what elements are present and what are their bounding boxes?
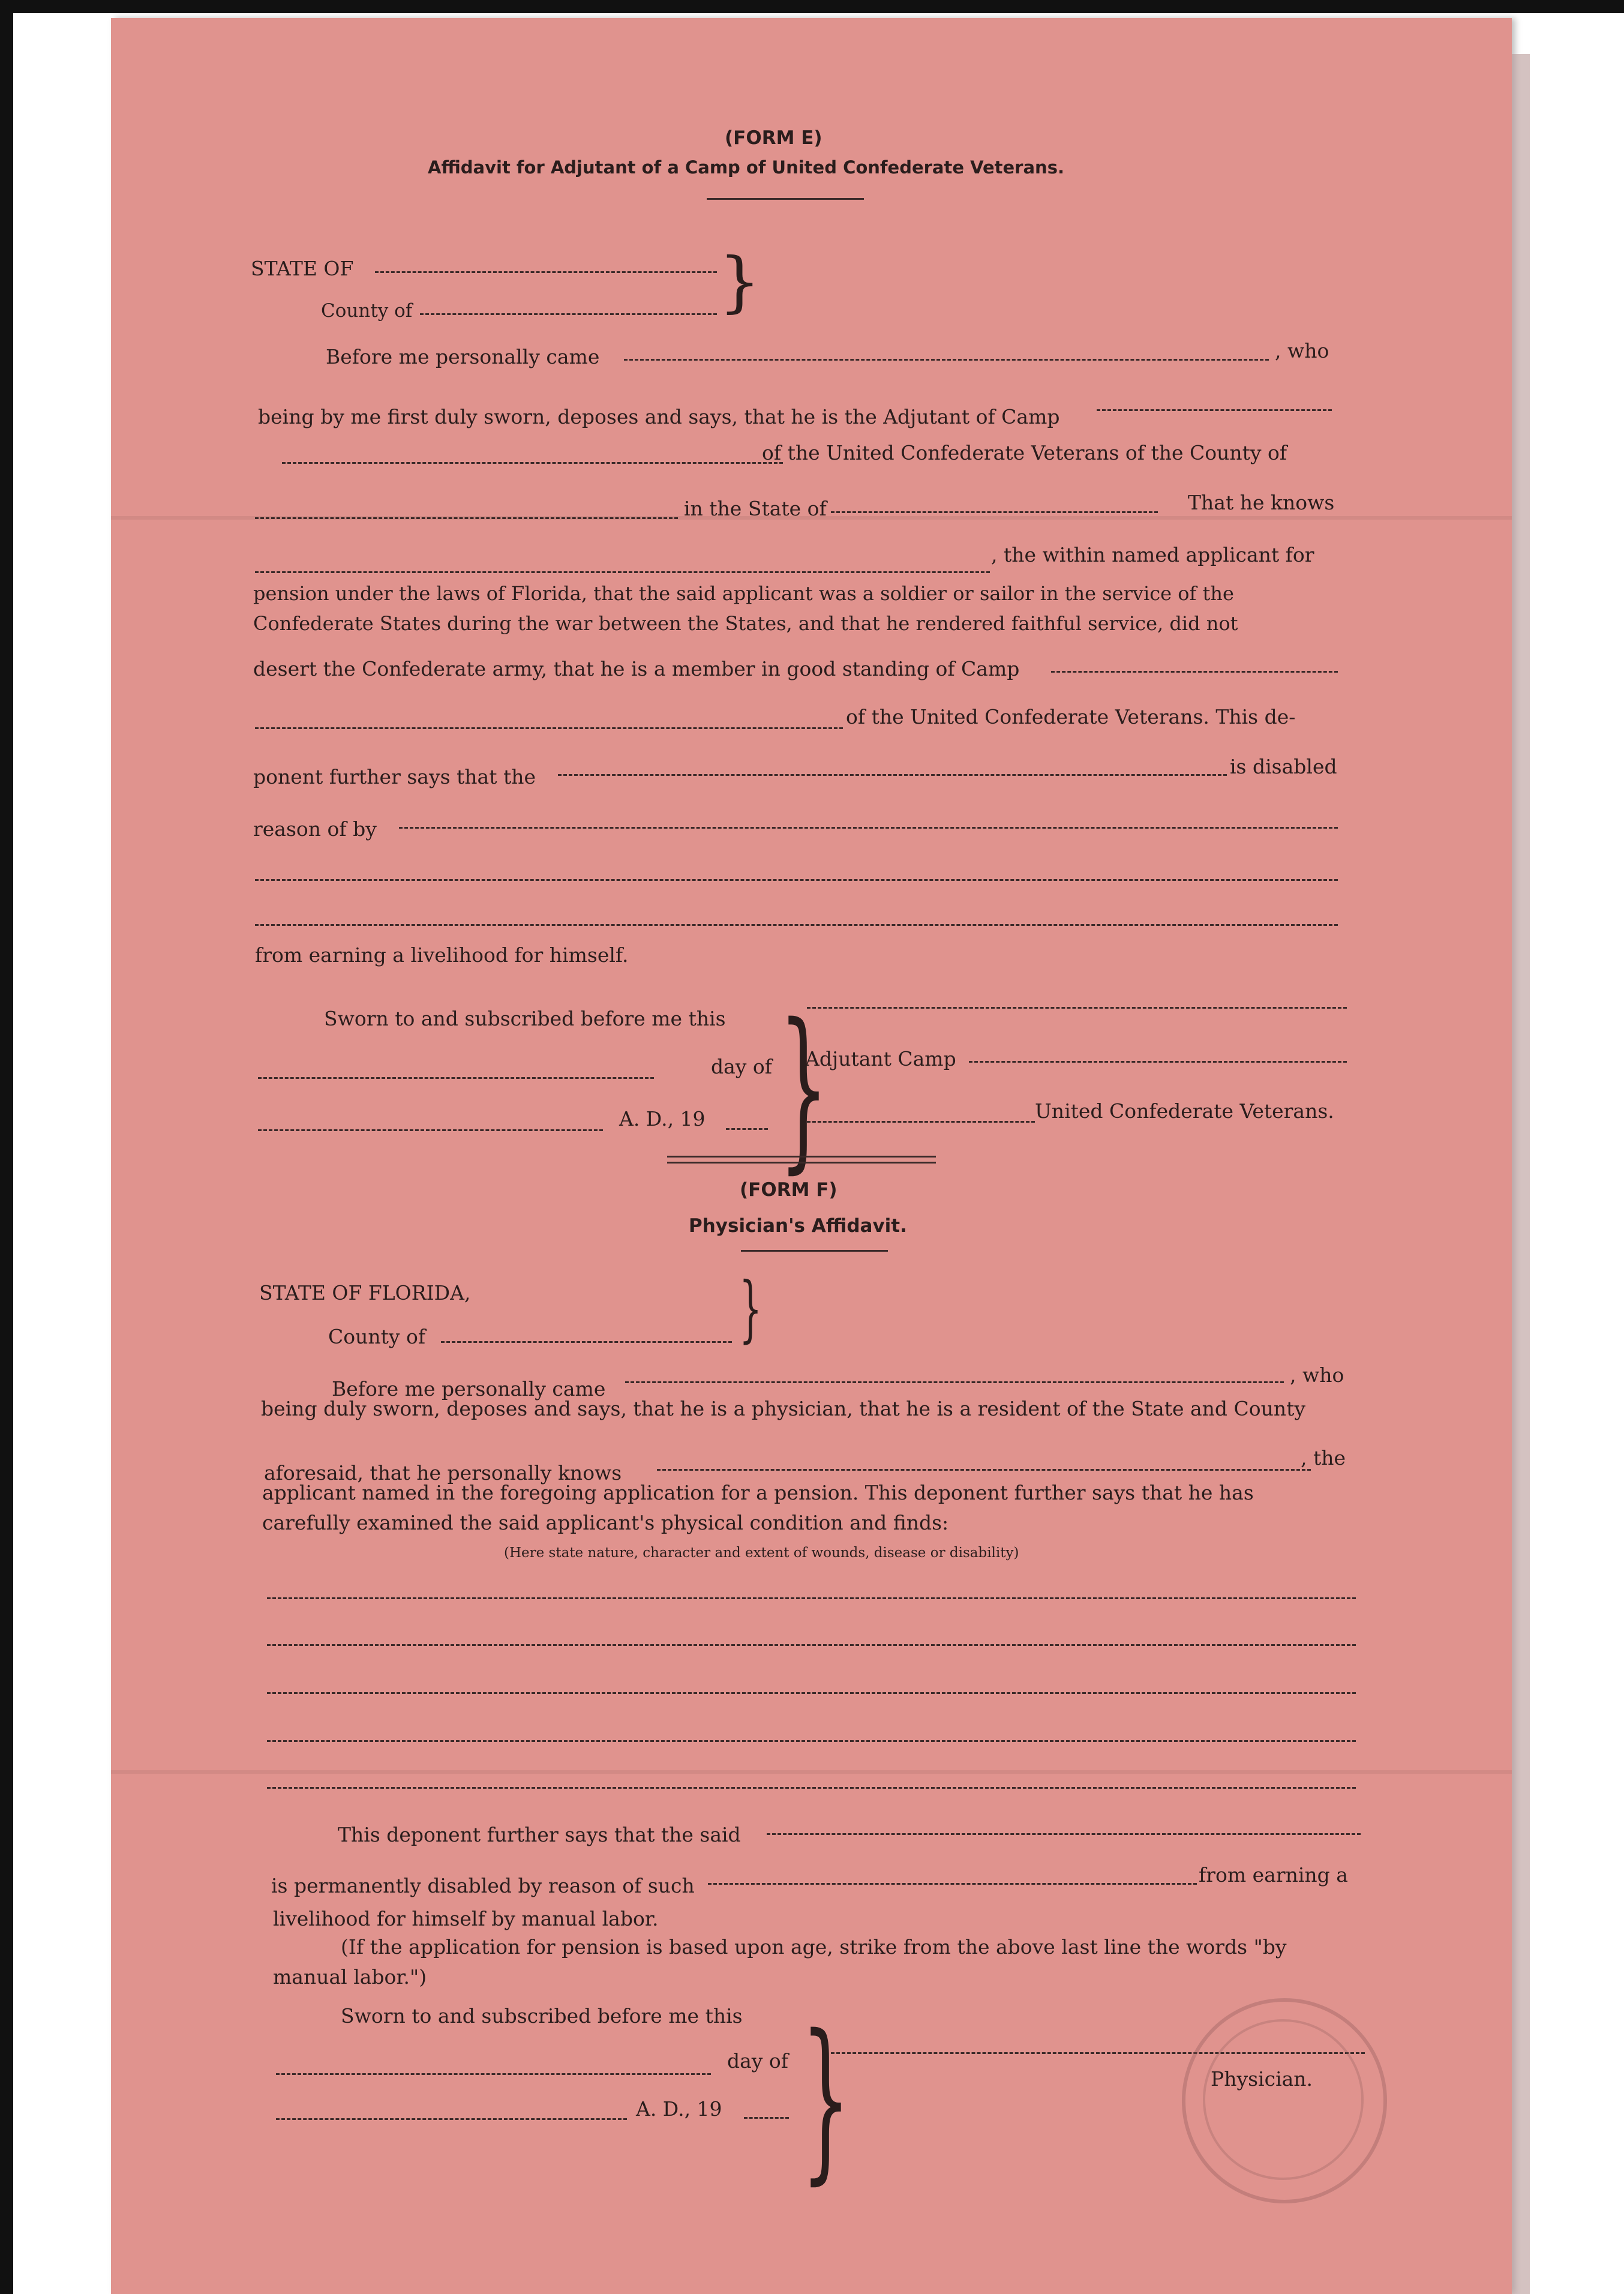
pension-line: pension under the laws of Florida, that the said applicant was a soldier or sailor in the service of the	[253, 582, 1234, 605]
ad-19-label: A. D., 19	[619, 1107, 706, 1130]
title-underline	[707, 198, 864, 200]
before-me-label: Before me personally came	[326, 345, 600, 368]
day-of-label: day of	[711, 1055, 773, 1078]
state-of-florida-label: STATE OF FLORIDA,	[259, 1281, 471, 1305]
disability-field[interactable]	[708, 1883, 1197, 1885]
if-application-line: (If the application for pension is based upon age, strike from the above last line the words "by	[341, 1935, 1287, 1959]
sworn-label: Sworn to and subscribed before me this	[324, 1007, 726, 1030]
the-label: , the	[1301, 1446, 1346, 1470]
in-state-label: in the State of	[684, 497, 827, 520]
year-field[interactable]	[744, 2117, 789, 2119]
manual-labor-line: manual labor.")	[273, 1965, 427, 1989]
month-field[interactable]	[258, 1129, 603, 1131]
applicant-name-field[interactable]	[657, 1469, 1311, 1471]
deponent-further-label: This deponent further says that the said	[338, 1823, 741, 1846]
camp-field[interactable]	[1097, 409, 1332, 411]
scan-top-border	[0, 0, 1624, 13]
county-of-label: County of	[328, 1325, 426, 1348]
state-field[interactable]	[375, 271, 717, 273]
who-label: , who	[1290, 1363, 1344, 1387]
month-field[interactable]	[276, 2118, 627, 2120]
disabled-person-field[interactable]	[558, 774, 1227, 776]
before-me-label: Before me personally came	[332, 1377, 606, 1401]
applicant-named-line: applicant named in the foregoing application for a pension. This deponent further says that he has	[262, 1481, 1254, 1504]
state-name-field[interactable]	[831, 511, 1158, 513]
section-divider	[667, 1156, 936, 1158]
form-e-title: Affidavit for Adjutant of a Camp of United Confederate Veterans.	[428, 157, 1064, 178]
findings-field-3[interactable]	[267, 1692, 1356, 1694]
member-camp-field-cont[interactable]	[255, 727, 843, 729]
fold-line	[111, 1770, 1512, 1774]
county-field[interactable]	[420, 313, 717, 315]
applicant-name-field[interactable]	[255, 571, 990, 573]
findings-field-5[interactable]	[267, 1787, 1356, 1789]
title-underline	[741, 1250, 888, 1252]
confederate-line: Confederate States during the war between the States, and that he rendered faithful service, did not	[253, 612, 1238, 635]
permanently-label: is permanently disabled by reason of such	[271, 1874, 695, 1897]
of-ucv-this-de-label: of the United Confederate Veterans. This de-	[846, 705, 1296, 728]
affiant-name-field[interactable]	[624, 359, 1269, 361]
ucv-camp-field[interactable]	[807, 1121, 1035, 1123]
camp-field-cont[interactable]	[282, 462, 783, 464]
carefully-line: carefully examined the said applicant's physical condition and finds:	[262, 1511, 949, 1534]
being-duly-sworn-line: being duly sworn, deposes and says, that he is a physician, that he is a resident of the State and County	[261, 1397, 1306, 1420]
here-state-note: (Here state nature, character and extent of wounds, disease or disability)	[504, 1545, 1019, 1561]
county-name-field[interactable]	[255, 517, 678, 519]
findings-field-1[interactable]	[267, 1597, 1356, 1599]
ucv-label: United Confederate Veterans.	[1035, 1099, 1334, 1123]
brace: }	[739, 1267, 763, 1351]
within-named-label: , the within named applicant for	[991, 543, 1314, 566]
section-divider	[667, 1162, 936, 1164]
aforesaid-label: aforesaid, that he personally knows	[264, 1461, 622, 1485]
paper-edge	[1512, 54, 1530, 2294]
who-label: , who	[1275, 339, 1329, 362]
year-field[interactable]	[726, 1128, 768, 1130]
is-disabled-label: is disabled	[1230, 755, 1337, 778]
scan-left-border	[0, 0, 13, 2294]
physician-label: Physician.	[1211, 2067, 1313, 2091]
said-applicant-field[interactable]	[767, 1833, 1361, 1835]
sworn-label: Sworn to and subscribed before me this	[341, 2004, 743, 2028]
state-of-label: STATE OF	[251, 257, 354, 280]
form-e-heading: (FORM E)	[725, 127, 822, 149]
from-earning-a-label: from earning a	[1199, 1863, 1348, 1887]
adjutant-camp-field[interactable]	[969, 1061, 1347, 1063]
affiant-name-field[interactable]	[625, 1381, 1284, 1383]
of-ucv-county-label: of the United Confederate Veterans of the County of	[762, 441, 1287, 464]
brace: }	[719, 243, 761, 320]
deponent-further-label: ponent further says that the	[253, 765, 536, 788]
that-he-knows-label: That he knows	[1188, 491, 1335, 514]
findings-field-4[interactable]	[267, 1740, 1356, 1742]
reason-of-by-label: reason of by	[253, 817, 377, 841]
day-of-label: day of	[727, 2049, 789, 2073]
member-camp-field[interactable]	[1051, 671, 1338, 673]
signature-brace: }	[779, 987, 829, 1189]
adjutant-line: being by me first duly sworn, deposes and says, that he is the Adjutant of Camp	[258, 405, 1060, 428]
form-f-heading: (FORM F)	[740, 1179, 837, 1201]
reason-field-2[interactable]	[255, 879, 1338, 881]
signature-brace: }	[801, 1998, 851, 2200]
county-of-label: County of	[321, 300, 413, 322]
findings-field-2[interactable]	[267, 1644, 1356, 1646]
county-field[interactable]	[441, 1341, 732, 1343]
ad-19-label: A. D., 19	[636, 2097, 722, 2121]
adjutant-camp-label: Adjutant Camp	[805, 1047, 956, 1070]
form-f-title: Physician's Affidavit.	[689, 1215, 907, 1237]
from-earning-label: from earning a livelihood for himself.	[255, 943, 629, 967]
reason-field-3[interactable]	[255, 924, 1338, 926]
reason-field[interactable]	[399, 827, 1338, 829]
desert-line: desert the Confederate army, that he is a member in good standing of Camp	[253, 657, 1020, 680]
livelihood-line: livelihood for himself by manual labor.	[273, 1907, 659, 1930]
day-field[interactable]	[276, 2073, 711, 2075]
signature-field[interactable]	[807, 1007, 1347, 1009]
day-field[interactable]	[258, 1077, 654, 1079]
notary-seal-inner	[1203, 2019, 1364, 2180]
